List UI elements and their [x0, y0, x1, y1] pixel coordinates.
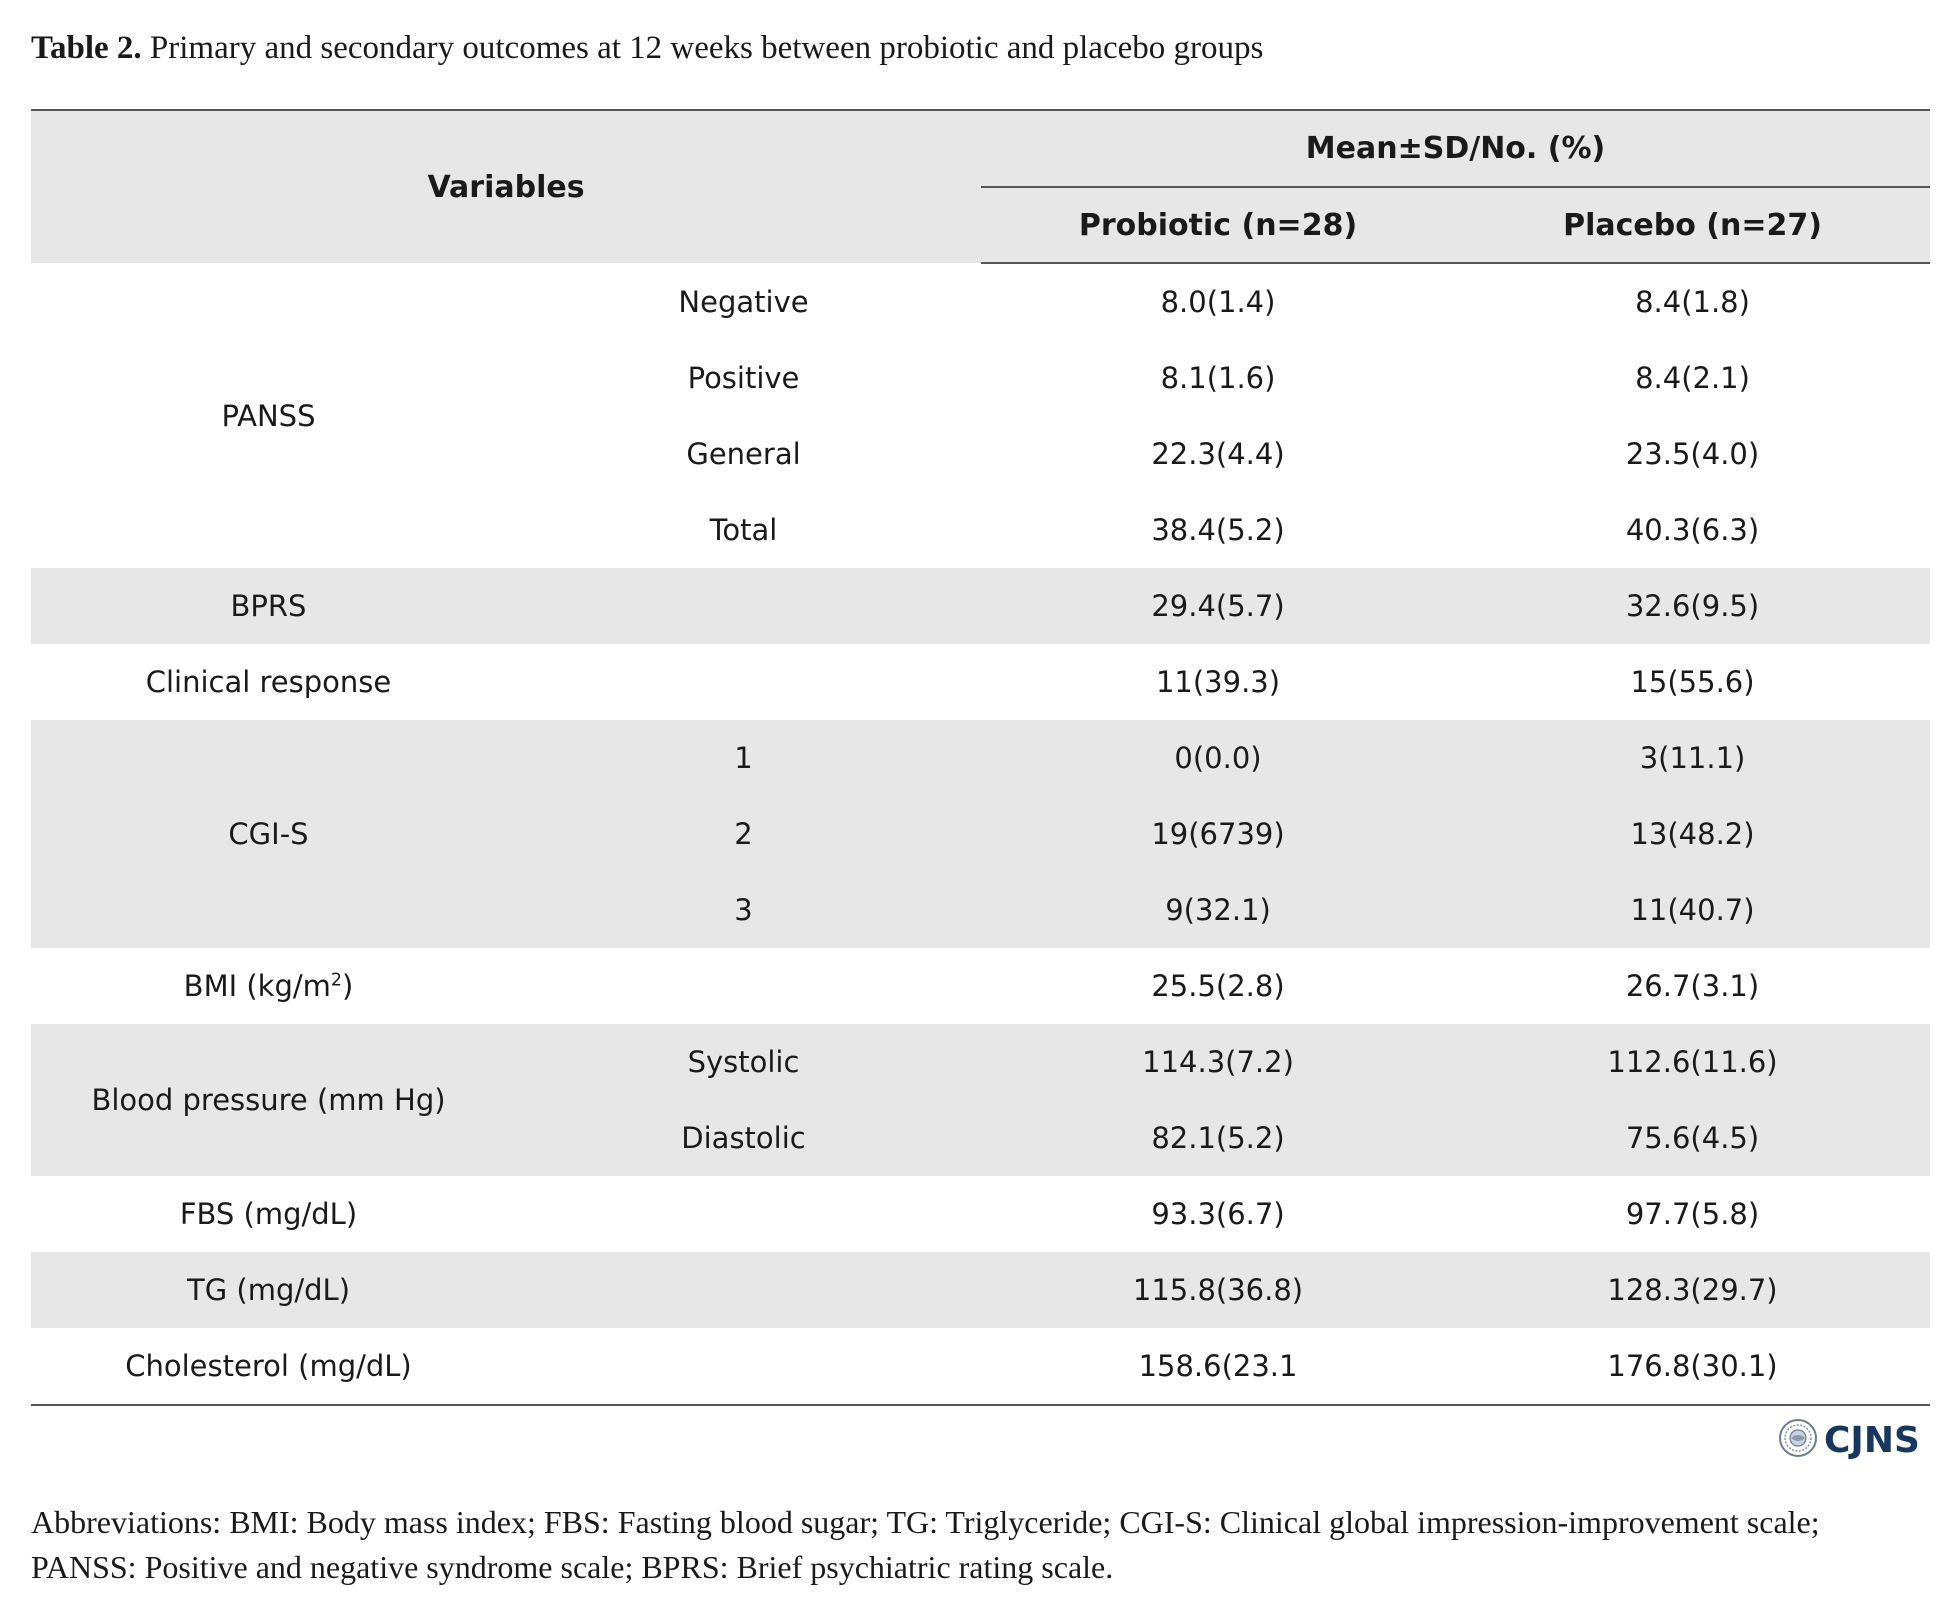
sub-label: Systolic: [506, 1024, 981, 1100]
table-label: Table 2.: [31, 30, 142, 66]
probiotic-value: 19(6739): [981, 796, 1455, 872]
sub-label: 2: [506, 796, 981, 872]
row-label-cholesterol: Cholesterol (mg/dL): [31, 1328, 506, 1405]
placebo-value: 23.5(4.0): [1625, 437, 1760, 471]
sub-label-empty: [506, 948, 981, 1024]
table-row: [31, 948, 1930, 1024]
probiotic-value: 8.1(1.6): [1160, 361, 1276, 395]
sub-label: Negative: [678, 284, 809, 319]
row-label-bprs: BPRS: [31, 568, 506, 644]
sub-label-empty: [506, 1176, 981, 1252]
probiotic-value: 11(39.3): [1155, 665, 1281, 699]
globe-seal-icon: [1778, 1418, 1818, 1463]
placebo-value: 97.7(5.8): [1625, 1197, 1760, 1231]
probiotic-value: 93.3(6.7): [1151, 1197, 1285, 1231]
row-label-bmi: BMI $(kg/m^2)$: [183, 969, 354, 1003]
table-caption: [31, 30, 1263, 67]
sub-label: 1: [506, 720, 981, 796]
header-group: Mean±SD/No. (%): [981, 110, 1930, 187]
placebo-value: 8.4(2.1): [1635, 361, 1750, 395]
probiotic-value: 0(0.0): [981, 720, 1455, 796]
placebo-value: 128.3(29.7): [1455, 1252, 1930, 1328]
sub-label-empty: [506, 1252, 981, 1328]
sub-label: General: [686, 437, 801, 471]
placebo-value: 8.4(1.8): [1635, 285, 1750, 319]
placebo-value: 40.3(6.3): [1625, 513, 1760, 547]
sub-label-empty: [506, 568, 981, 644]
table-title: Primary and secondary outcomes at 12 weeks between probiotic and placebo groups: [149, 30, 1264, 66]
placebo-value: 112.6(11.6): [1455, 1024, 1930, 1100]
sub-label: Total: [709, 513, 778, 547]
sub-label: Diastolic: [506, 1100, 981, 1176]
table-row: [31, 263, 1930, 340]
probiotic-value: 82.1(5.2): [981, 1100, 1455, 1176]
probiotic-value: 8.0(1.4): [1160, 285, 1276, 319]
table-row: [31, 1328, 1930, 1405]
table-row: [31, 1024, 1930, 1100]
row-label-fbs: FBS (mg/dL): [179, 1197, 358, 1231]
placebo-value: 3(11.1): [1455, 720, 1930, 796]
placebo-value: 32.6(9.5): [1455, 568, 1930, 644]
table-row: [31, 644, 1930, 720]
table-row: [31, 1252, 1930, 1328]
table-row: [31, 568, 1930, 644]
placebo-value: 13(48.2): [1455, 796, 1930, 872]
probiotic-value: 114.3(7.2): [981, 1024, 1455, 1100]
row-label-tg: TG (mg/dL): [31, 1252, 506, 1328]
table-row: [31, 720, 1930, 796]
sub-label: 3: [506, 872, 981, 948]
placebo-value: 75.6(4.5): [1455, 1100, 1930, 1176]
probiotic-value: 29.4(5.7): [981, 568, 1455, 644]
row-label-cgis: CGI-S: [31, 720, 506, 948]
header-variables: Variables: [31, 110, 981, 263]
header-probiotic: Probiotic (n=28): [981, 187, 1455, 263]
sub-label: Positive: [687, 361, 800, 395]
placebo-value: 26.7(3.1): [1625, 969, 1760, 1003]
header-placebo: Placebo (n=27): [1455, 187, 1930, 263]
row-label-clinical-response: Clinical response: [145, 665, 392, 699]
abbreviations-footnote: Abbreviations: BMI: Body mass index; FBS: Fasting blood sugar; TG: Triglyceride; CGI-S: Clinical global impression-improvement scale; PANSS: Positive and negative syndrome scale; BPRS: Brief psychiatric rating scale.: [31, 1504, 1820, 1585]
table-row: [31, 1176, 1930, 1252]
outcomes-table: [31, 109, 1930, 1406]
sub-label-empty: [506, 1328, 981, 1405]
probiotic-value: 22.3(4.4): [1151, 437, 1285, 471]
placebo-value: 11(40.7): [1455, 872, 1930, 948]
placebo-value: 176.8(30.1): [1455, 1328, 1930, 1405]
probiotic-value: 38.4(5.2): [1151, 513, 1285, 547]
placebo-value: 15(55.6): [1630, 665, 1755, 699]
logo-text: CJNS: [1824, 1420, 1920, 1461]
probiotic-value: 25.5(2.8): [1151, 969, 1285, 1003]
probiotic-value: 158.6(23.1: [981, 1328, 1455, 1405]
probiotic-value: 115.8(36.8): [981, 1252, 1455, 1328]
row-label-panss: PANSS: [221, 398, 316, 433]
journal-logo: [1778, 1418, 1920, 1463]
sub-label-empty: [506, 644, 981, 720]
probiotic-value: 9(32.1): [981, 872, 1455, 948]
row-label-blood-pressure: Blood pressure (mm Hg): [31, 1024, 506, 1176]
